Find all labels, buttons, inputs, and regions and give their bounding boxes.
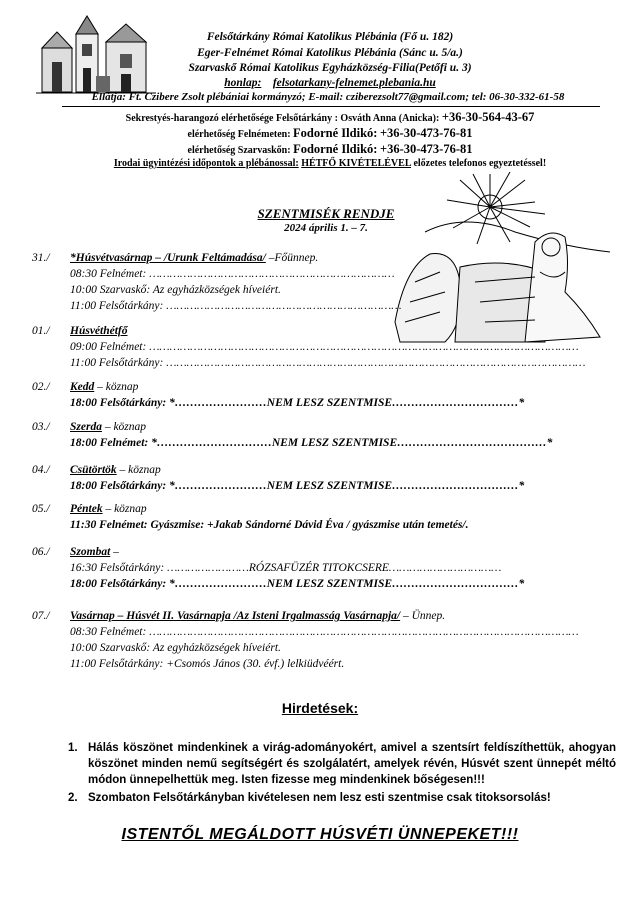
- mass-line: 08:30 Felnémet: ………………………………………………………………: [70, 268, 395, 280]
- mass-line: 18:00 Felsőtárkány: *……………………NEM LESZ SZENTMISE……………………………*: [70, 578, 525, 590]
- sacristan-label: Sekrestyés-harangozó elérhetősége Felsőtárkány :: [125, 113, 338, 124]
- mass-line: 18:00 Felsőtárkány: *……………………NEM LESZ SZENTMISE……………………………*: [70, 397, 525, 409]
- day-date: 03./: [32, 421, 50, 433]
- day-name: [70, 610, 445, 622]
- mass-line: 18:00 Felsőtárkány: *……………………NEM LESZ SZENTMISE……………………………*: [70, 480, 525, 492]
- closing-greeting: ISTENTŐL MEGÁLDOTT HÚSVÉTI ÜNNEPEKET!!!: [121, 826, 519, 843]
- day-title: Vasárnap – Húsvét II. Vasárnapja /Az Isteni Irgalmasság Vasárnapja/: [70, 610, 401, 622]
- announcement-item: Szombaton Felsőtárkányban kivételesen nem lesz esti szentmise csak titoksorsolás!: [88, 792, 551, 804]
- header-line-3: Szarvaskő Római Katolikus Egyházközség-Filia(Petőfi u. 3): [188, 62, 472, 74]
- day-title: Szombat: [70, 546, 111, 558]
- day-suffix: – köznap: [101, 421, 147, 433]
- felnemet-label: elérhetőség Felnémeten:: [187, 129, 291, 140]
- day-name: [70, 421, 146, 433]
- day-title: Péntek: [70, 503, 103, 515]
- day-name: [70, 381, 138, 393]
- office-note-a: Irodai ügyintézési időpontok a plébánossal:: [113, 158, 299, 169]
- szarvasko-contact: [50, 142, 610, 157]
- mass-line: 11:00 Felsőtárkány: ……………………………………………………………………………………………………………: [70, 357, 586, 369]
- day-title: Húsvéthétfő: [70, 325, 128, 337]
- day-date: 07./: [32, 610, 50, 622]
- day-suffix: – Ünnep.: [400, 610, 446, 622]
- schedule-subtitle: 2024 április 1. – 7.: [284, 222, 368, 234]
- szarvasko-label: elérhetőség Szarvaskőn:: [187, 145, 291, 156]
- day-suffix: – köznap: [94, 381, 139, 393]
- header-divider: [62, 106, 600, 107]
- sacristan-phone: +36-30-564-43-67: [441, 110, 535, 124]
- day-title: Szerda: [70, 421, 102, 433]
- day-date: 31./: [32, 252, 50, 264]
- day-name: [70, 546, 119, 558]
- resurrection-illustration: [385, 172, 615, 347]
- list-number: 2.: [68, 792, 78, 804]
- mass-line: 18:00 Felnémet: *…………………………NEM LESZ SZENTMISE…………………………………*: [70, 437, 553, 449]
- header-line-2: Eger-Felnémet Római Katolikus Plébánia (Sánc u. 5/a.): [197, 47, 463, 59]
- mass-line: 08:30 Felnémet: ………………………………………………………………………………………………………………: [70, 626, 579, 638]
- church-drawing: [36, 14, 156, 98]
- day-title: *Húsvétvasárnap – /Urunk Feltámadása/: [70, 252, 266, 264]
- mass-line: 11:00 Felsőtárkány: +Csomós János (30. évf.) lelkiüdvéért.: [70, 658, 345, 670]
- office-hours-note: [50, 158, 610, 169]
- day-date: 02./: [32, 381, 50, 393]
- mass-line: 10:00 Szarvaskő: Az egyházközségek híveiért.: [70, 284, 281, 296]
- day-name: [70, 252, 318, 264]
- mass-line: 11:30 Felnémet: Gyászmise: +Jakab Sándorné Dávid Éva / gyászmise után temetés/.: [70, 519, 469, 531]
- homepage-line: [150, 76, 510, 91]
- sacristan-contact: [50, 110, 610, 125]
- szarvasko-name: Fodorné Ildikó:: [293, 142, 378, 156]
- day-suffix: –: [110, 546, 119, 558]
- sacristan-name: Osváth Anna (Anicka):: [340, 113, 440, 124]
- homepage-link[interactable]: felsotarkany-felnemet.plebania.hu: [272, 77, 436, 89]
- list-number: 1.: [68, 742, 78, 754]
- priest-contact-line: Ellátja: Ft. Czibere Zsolt plébániai kormányzó; E-mail: cziberezsolt77@gmail.com; tel: 06-30-332-61-58: [91, 91, 565, 103]
- office-note-c: előzetes telefonos egyeztetéssel!: [413, 158, 547, 169]
- day-title: Csütörtök: [70, 464, 117, 476]
- office-note-b: HÉTFŐ KIVÉTELÉVEL: [301, 158, 411, 169]
- header-line-1: Felsőtárkány Római Katolikus Plébánia (Fő u. 182): [206, 31, 454, 43]
- mass-line: 10:00 Szarvaskő: Az egyházközségek híveiért.: [70, 642, 281, 654]
- felnemet-name: Fodorné Ildikó:: [293, 126, 378, 140]
- day-suffix: –Főünnep.: [265, 252, 319, 264]
- szarvasko-phone: +36-30-473-76-81: [379, 142, 473, 156]
- felnemet-contact: [50, 126, 610, 141]
- schedule-title: SZENTMISÉK RENDJE: [257, 206, 395, 221]
- mass-line: 09:00 Felnémet: ………………………………………………………………………………………………………………: [70, 341, 579, 353]
- announcement-item: Hálás köszönet mindenkinek a virág-adományokért, amivel a szentsírt feldíszíthettük, ahogyan köszönet minden nemű segítségért és szolgálatért, amelyek révén, Húsvét szent ünnepét méltó módon ünnepelhettük meg. Isten fizesse meg mindenkinek bőségesen!!!: [88, 742, 616, 786]
- mass-line: 11:00 Felsőtárkány: ……………………………………………………………: [70, 300, 402, 312]
- day-name: [70, 503, 147, 515]
- announcements-title: Hirdetések:: [281, 700, 359, 716]
- day-date: 04./: [32, 464, 50, 476]
- day-date: 05./: [32, 503, 50, 515]
- day-suffix: – köznap: [102, 503, 147, 515]
- mass-line: 16:30 Felsőtárkány: ……………………RÓZSAFÜZÉR TITOKCSERE……………………………: [70, 562, 502, 574]
- day-date: 01./: [32, 325, 50, 337]
- day-suffix: – köznap: [116, 464, 161, 476]
- felnemet-phone: +36-30-473-76-81: [379, 126, 473, 140]
- day-name: [70, 325, 128, 337]
- day-date: 06./: [32, 546, 50, 558]
- homepage-label: honlap:: [224, 77, 262, 89]
- day-name: [70, 464, 161, 476]
- day-title: Kedd: [70, 381, 95, 393]
